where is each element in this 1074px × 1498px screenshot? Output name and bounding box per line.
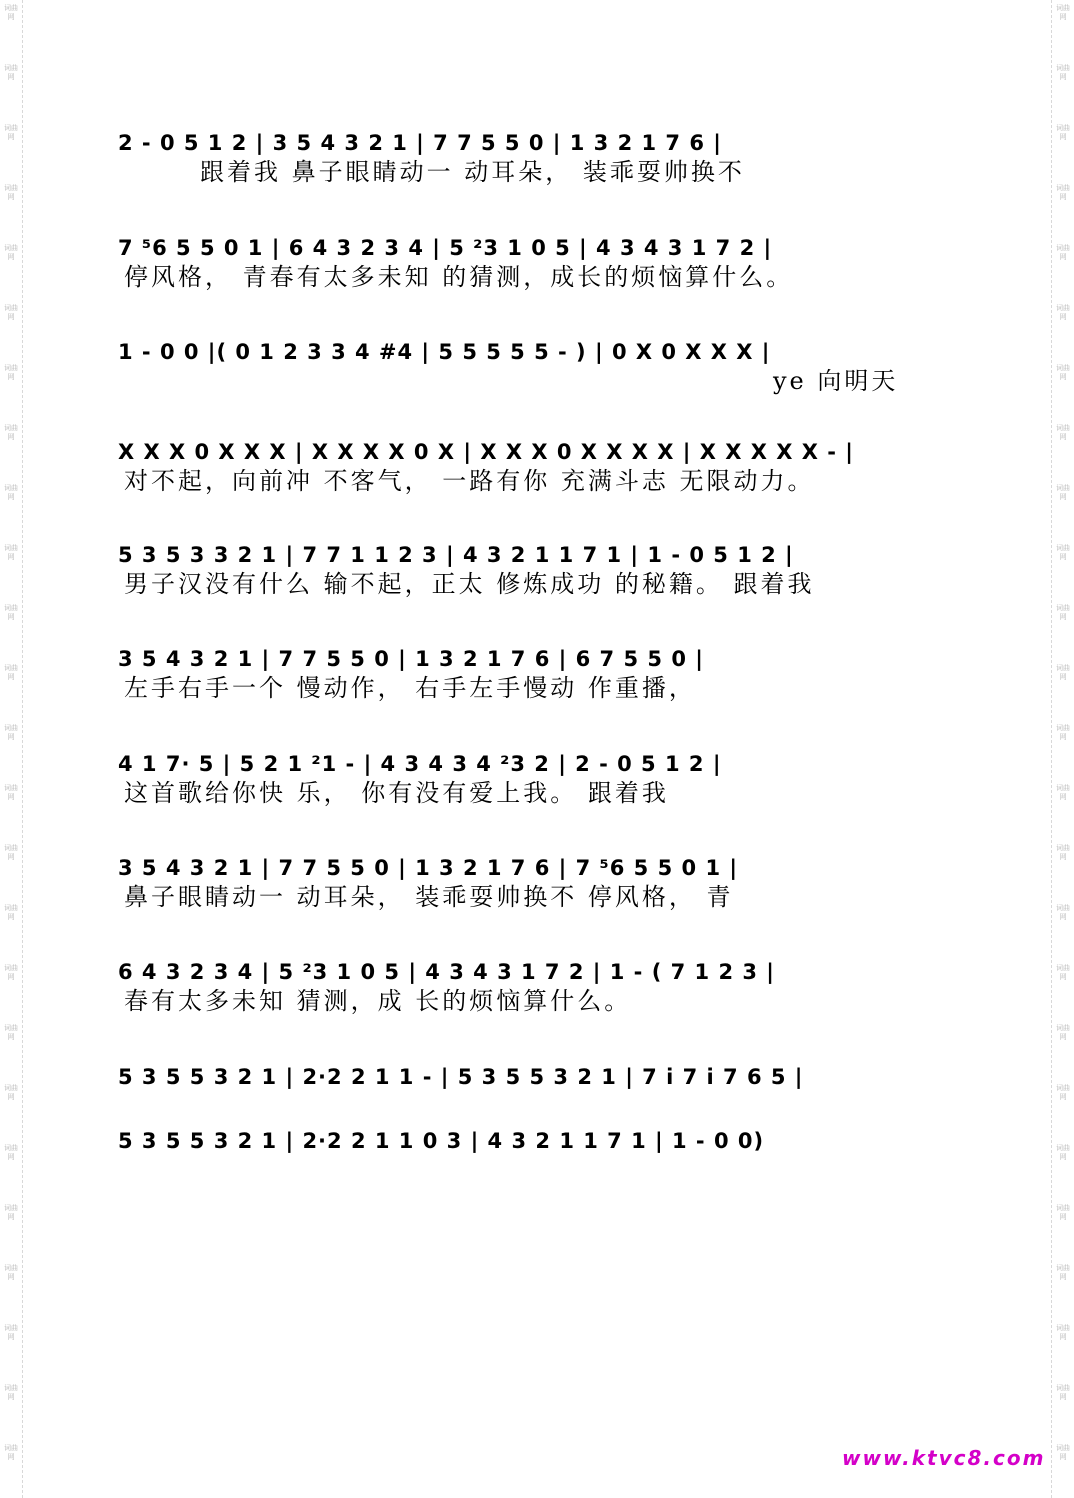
lyrics-line: 对不起，向前冲 不客气， 一路有你 充满斗志 无限动力。 xyxy=(124,467,815,495)
margin-watermark-mark: 词曲网 xyxy=(1056,1324,1070,1341)
margin-watermark-mark: 词曲网 xyxy=(4,544,18,561)
lyrics-line: 男子汉没有什么 输不起，正太 修炼成功 的秘籍。 跟着我 xyxy=(124,570,815,598)
margin-watermark-mark: 词曲网 xyxy=(1056,184,1070,201)
margin-watermark-mark: 词曲网 xyxy=(1056,724,1070,741)
margin-watermark-mark: 词曲网 xyxy=(1056,4,1070,21)
notation-line: 7 ⁵6 5 5 0 1 | 6 4 3 2 3 4 | 5 ²3 1 0 5 | 4 3 4 3 1 7 2 | xyxy=(118,236,773,260)
margin-watermark-mark: 词曲网 xyxy=(1056,904,1070,921)
margin-watermark-mark: 词曲网 xyxy=(4,4,18,21)
margin-watermark-mark: 词曲网 xyxy=(1056,784,1070,801)
lyrics-line: 这首歌给你快 乐， 你有没有爱上我。 跟着我 xyxy=(124,779,669,807)
margin-watermark-mark: 词曲网 xyxy=(4,244,18,261)
margin-watermark-mark: 词曲网 xyxy=(4,1084,18,1101)
margin-watermark-mark: 词曲网 xyxy=(1056,604,1070,621)
notation-line: 1 - 0 0 |( 0 1 2 3 3 4 #4 | 5 5 5 5 5 - ) | 0 X 0 X X X | xyxy=(118,340,771,364)
margin-watermark-mark: 词曲网 xyxy=(1056,64,1070,81)
margin-watermark-mark: 词曲网 xyxy=(1056,364,1070,381)
lyrics-line: 停风格， 青春有太多未知 的猜测，成长的烦恼算什么。 xyxy=(124,263,794,291)
margin-watermark-mark: 词曲网 xyxy=(4,424,18,441)
margin-watermark-mark: 词曲网 xyxy=(4,724,18,741)
margin-watermark-mark: 词曲网 xyxy=(4,1024,18,1041)
margin-watermark-mark: 词曲网 xyxy=(1056,244,1070,261)
notation-line: 5 3 5 5 3 2 1 | 2·2 2 1 1 - | 5 3 5 5 3 2 1 | 7 i 7 i 7 6 5 | xyxy=(118,1065,804,1089)
margin-watermark-mark: 词曲网 xyxy=(4,844,18,861)
margin-watermark-mark: 词曲网 xyxy=(4,184,18,201)
margin-watermark-mark: 词曲网 xyxy=(4,64,18,81)
margin-watermark-mark: 词曲网 xyxy=(1056,1204,1070,1221)
margin-watermark-mark: 词曲网 xyxy=(1056,304,1070,321)
notation-line: 3 5 4 3 2 1 | 7 7 5 5 0 | 1 3 2 1 7 6 | 6 7 5 5 0 | xyxy=(118,647,704,671)
notation-line: 6 4 3 2 3 4 | 5 ²3 1 0 5 | 4 3 4 3 1 7 2 | 1 - ( 7 1 2 3 | xyxy=(118,960,775,984)
lyrics-line: 左手右手一个 慢动作， 右手左手慢动 作重播， xyxy=(124,674,696,702)
left-margin-watermark-strip xyxy=(0,0,23,1498)
margin-watermark-mark: 词曲网 xyxy=(4,604,18,621)
lyrics-line: 跟着我 鼻子眼睛动一 动耳朵， 装乖耍帅换不 xyxy=(200,158,745,186)
margin-watermark-mark: 词曲网 xyxy=(4,664,18,681)
notation-line: X X X 0 X X X | X X X X 0 X | X X X 0 X X X X | X X X X X - | xyxy=(118,440,854,464)
lyrics-line: 鼻子眼睛动一 动耳朵， 装乖耍帅换不 停风格， 青 xyxy=(124,883,734,911)
margin-watermark-mark: 词曲网 xyxy=(1056,424,1070,441)
margin-watermark-mark: 词曲网 xyxy=(4,484,18,501)
lyrics-line: ye 向明天 xyxy=(773,367,899,395)
margin-watermark-mark: 词曲网 xyxy=(4,1324,18,1341)
notation-line: 2 - 0 5 1 2 | 3 5 4 3 2 1 | 7 7 5 5 0 | 1 3 2 1 7 6 | xyxy=(118,131,722,155)
margin-watermark-mark: 词曲网 xyxy=(1056,664,1070,681)
margin-watermark-mark: 词曲网 xyxy=(1056,1264,1070,1281)
margin-watermark-mark: 词曲网 xyxy=(1056,1444,1070,1461)
margin-watermark-mark: 词曲网 xyxy=(1056,1024,1070,1041)
notation-line: 4 1 7· 5 | 5 2 1 ²1 - | 4 3 4 3 4 ²3 2 | 2 - 0 5 1 2 | xyxy=(118,752,722,776)
margin-watermark-mark: 词曲网 xyxy=(1056,484,1070,501)
margin-watermark-mark: 词曲网 xyxy=(1056,544,1070,561)
margin-watermark-mark: 词曲网 xyxy=(4,1144,18,1161)
margin-watermark-mark: 词曲网 xyxy=(1056,124,1070,141)
lyrics-line: 春有太多未知 猜测，成 长的烦恼算什么。 xyxy=(124,987,632,1015)
margin-watermark-mark: 词曲网 xyxy=(4,304,18,321)
notation-line: 3 5 4 3 2 1 | 7 7 5 5 0 | 1 3 2 1 7 6 | 7 ⁵6 5 5 0 1 | xyxy=(118,856,739,880)
margin-watermark-mark: 词曲网 xyxy=(4,364,18,381)
margin-watermark-mark: 词曲网 xyxy=(4,1204,18,1221)
site-watermark: www.ktvc8.com xyxy=(842,1446,1046,1470)
margin-watermark-mark: 词曲网 xyxy=(4,1264,18,1281)
margin-watermark-mark: 词曲网 xyxy=(1056,1144,1070,1161)
margin-watermark-mark: 词曲网 xyxy=(4,964,18,981)
margin-watermark-mark: 词曲网 xyxy=(1056,1384,1070,1401)
notation-line: 5 3 5 3 3 2 1 | 7 7 1 1 2 3 | 4 3 2 1 1 7 1 | 1 - 0 5 1 2 | xyxy=(118,543,794,567)
margin-watermark-mark: 词曲网 xyxy=(4,1384,18,1401)
margin-watermark-mark: 词曲网 xyxy=(1056,844,1070,861)
margin-watermark-mark: 词曲网 xyxy=(4,904,18,921)
right-margin-watermark-strip xyxy=(1051,0,1074,1498)
margin-watermark-mark: 词曲网 xyxy=(4,124,18,141)
margin-watermark-mark: 词曲网 xyxy=(4,1444,18,1461)
margin-watermark-mark: 词曲网 xyxy=(4,784,18,801)
margin-watermark-mark: 词曲网 xyxy=(1056,1084,1070,1101)
notation-line: 5 3 5 5 3 2 1 | 2·2 2 1 1 0 3 | 4 3 2 1 1 7 1 | 1 - 0 0) xyxy=(118,1129,765,1153)
margin-watermark-mark: 词曲网 xyxy=(1056,964,1070,981)
